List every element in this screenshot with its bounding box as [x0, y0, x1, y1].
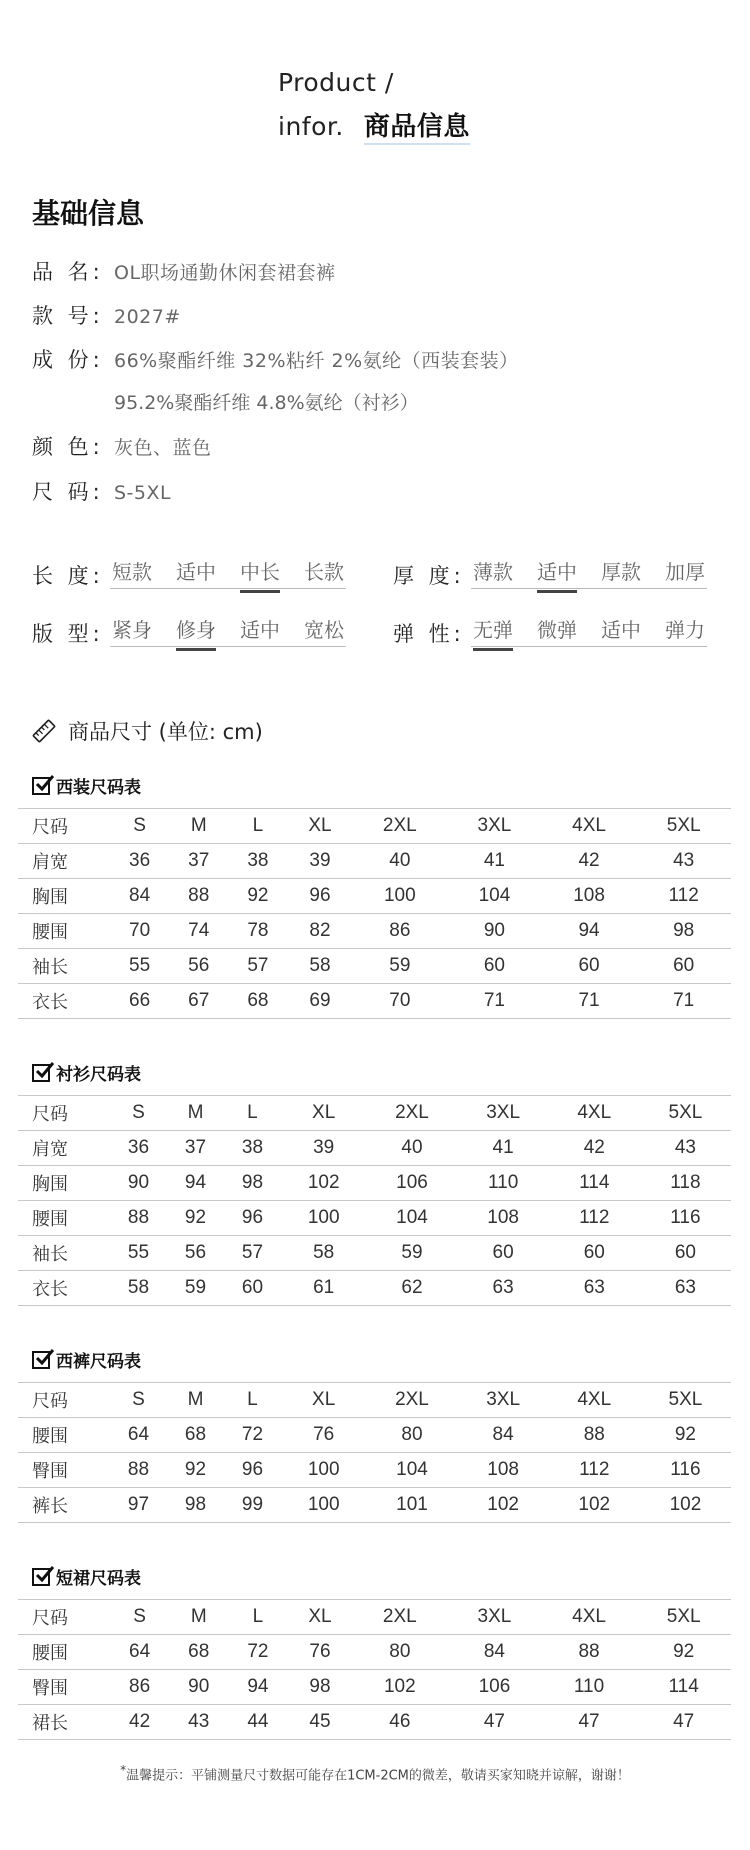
table-cell: M	[169, 1600, 228, 1635]
table-row	[18, 1131, 731, 1166]
table-cell: 97	[110, 1488, 167, 1523]
measurement-note	[0, 1763, 750, 1783]
table-cell: 98	[287, 1670, 352, 1705]
table-cell: S	[110, 809, 169, 844]
table-cell: 41	[458, 1131, 549, 1166]
row-label-cell: 裤长	[18, 1488, 110, 1523]
table-cell: 68	[228, 984, 287, 1019]
table-cell: XL	[281, 1383, 366, 1418]
table-cell: 71	[542, 984, 637, 1019]
table-cell: 5XL	[636, 809, 731, 844]
table-cell: 98	[167, 1488, 224, 1523]
table-cell: 58	[110, 1271, 167, 1306]
table-cell: 62	[366, 1271, 457, 1306]
table-cell: 4XL	[549, 1383, 640, 1418]
table-cell: 56	[169, 949, 228, 984]
table-cell: 61	[281, 1271, 366, 1306]
table-cell: 66	[110, 984, 169, 1019]
table-cell: 84	[458, 1418, 549, 1453]
info-code-value: 2027#	[114, 306, 181, 328]
table-cell: 102	[281, 1166, 366, 1201]
table-cell: 88	[110, 1453, 167, 1488]
table-cell: L	[228, 809, 287, 844]
table-cell: 102	[640, 1488, 731, 1523]
table-cell: 100	[281, 1488, 366, 1523]
attr-thickness-options	[471, 556, 707, 589]
table-cell: 108	[458, 1453, 549, 1488]
table-cell: 38	[224, 1131, 281, 1166]
row-label-cell: 尺码	[18, 809, 110, 844]
table-cell: 64	[110, 1635, 169, 1670]
table-cell: 88	[169, 879, 228, 914]
table-row	[18, 984, 731, 1019]
table-cell: 99	[224, 1488, 281, 1523]
table-cell: 86	[353, 914, 448, 949]
table-cell: 108	[458, 1201, 549, 1236]
table-cell: 104	[447, 879, 542, 914]
table-cell: 38	[228, 844, 287, 879]
table-cell: 92	[167, 1201, 224, 1236]
table-cell: 102	[458, 1488, 549, 1523]
table-cell: 116	[640, 1201, 731, 1236]
attr-thickness-label: 厚 度:	[393, 564, 465, 588]
table-cell: 55	[110, 1236, 167, 1271]
table-cell: 110	[542, 1670, 637, 1705]
pants-table-title-text: 西裤尺码表	[56, 1352, 141, 1372]
table-cell: 68	[167, 1418, 224, 1453]
table-cell: 58	[281, 1236, 366, 1271]
table-cell: 39	[287, 844, 352, 879]
row-label-cell: 衣长	[18, 984, 110, 1019]
table-cell: 40	[366, 1131, 457, 1166]
checkbox-icon	[32, 1568, 50, 1586]
table-cell: 94	[167, 1166, 224, 1201]
table-cell: 90	[447, 914, 542, 949]
table-cell: 46	[353, 1705, 448, 1740]
table-cell: 100	[353, 879, 448, 914]
suit-table-title-text: 西装尺码表	[56, 778, 141, 798]
pants-table-title	[32, 1347, 141, 1372]
attr-option: 紧身	[112, 618, 152, 642]
table-cell: 47	[636, 1705, 731, 1740]
table-cell: 68	[169, 1635, 228, 1670]
table-cell: 57	[224, 1236, 281, 1271]
attr-option: 短款	[112, 560, 152, 584]
attr-option: 适中	[601, 618, 641, 642]
table-cell: 76	[281, 1418, 366, 1453]
info-color	[32, 431, 212, 461]
table-cell: 112	[549, 1453, 640, 1488]
table-cell: M	[167, 1096, 224, 1131]
table-cell: 37	[167, 1131, 224, 1166]
table-row	[18, 949, 731, 984]
shirt-table-title	[32, 1060, 141, 1085]
table-cell: 60	[640, 1236, 731, 1271]
table-cell: 74	[169, 914, 228, 949]
table-cell: 98	[636, 914, 731, 949]
table-cell: 63	[640, 1271, 731, 1306]
size-section-heading	[32, 716, 263, 746]
attr-fit-options	[110, 614, 346, 647]
skirt-size-table	[18, 1599, 731, 1740]
table-cell: 114	[549, 1166, 640, 1201]
pants-size-table	[18, 1382, 731, 1523]
table-cell: 3XL	[447, 809, 542, 844]
table-cell: 42	[542, 844, 637, 879]
attr-option: 加厚	[665, 560, 705, 584]
table-cell: L	[224, 1096, 281, 1131]
info-name-value: OL职场通勤休闲套裙套裤	[114, 262, 336, 284]
table-cell: 78	[228, 914, 287, 949]
attr-option: 无弹	[471, 614, 515, 646]
table-cell: 55	[110, 949, 169, 984]
table-cell: 92	[636, 1635, 731, 1670]
info-comp-value1: 66%聚酯纤维 32%粘纤 2%氨纶（西装套装）	[114, 350, 519, 372]
attr-option: 适中	[535, 556, 579, 588]
table-cell: 96	[287, 879, 352, 914]
info-code	[32, 300, 181, 330]
table-cell: 80	[353, 1635, 448, 1670]
table-cell: 110	[458, 1166, 549, 1201]
table-cell: 76	[287, 1635, 352, 1670]
table-cell: 96	[224, 1453, 281, 1488]
table-cell: 104	[366, 1201, 457, 1236]
row-label-cell: 裙长	[18, 1705, 110, 1740]
skirt-table-title-text: 短裙尺码表	[56, 1569, 141, 1589]
table-cell: 43	[636, 844, 731, 879]
table-cell: 82	[287, 914, 352, 949]
table-cell: 56	[167, 1236, 224, 1271]
table-cell: 80	[366, 1418, 457, 1453]
shirt-table-title-text: 衬衫尺码表	[56, 1065, 141, 1085]
table-cell: 36	[110, 844, 169, 879]
table-cell: 90	[110, 1166, 167, 1201]
attr-elastic-options	[471, 614, 707, 647]
row-label-cell: 袖长	[18, 949, 110, 984]
skirt-table-title	[32, 1564, 141, 1589]
table-cell: 94	[542, 914, 637, 949]
table-cell: XL	[287, 809, 352, 844]
table-cell: 2XL	[366, 1096, 457, 1131]
table-cell: 92	[640, 1418, 731, 1453]
table-cell: 70	[110, 914, 169, 949]
attr-elastic-label: 弹 性:	[393, 622, 465, 646]
attr-option: 弹力	[665, 618, 705, 642]
info-size	[32, 476, 171, 506]
table-row	[18, 1166, 731, 1201]
table-cell: L	[224, 1383, 281, 1418]
info-composition	[32, 344, 519, 374]
table-row	[18, 1236, 731, 1271]
row-label-cell: 腰围	[18, 914, 110, 949]
table-row	[18, 1201, 731, 1236]
table-row	[18, 914, 731, 949]
table-cell: 39	[281, 1131, 366, 1166]
table-cell: 2XL	[366, 1383, 457, 1418]
attr-option: 中长	[238, 556, 282, 588]
attr-length	[32, 556, 352, 590]
table-header-row	[18, 1383, 731, 1418]
info-name-label: 品 名:	[32, 260, 104, 284]
table-cell: 106	[366, 1166, 457, 1201]
table-cell: 45	[287, 1705, 352, 1740]
checkbox-icon	[32, 1351, 50, 1369]
info-comp-label: 成 份:	[32, 348, 104, 372]
table-cell: S	[110, 1600, 169, 1635]
info-color-value: 灰色、蓝色	[114, 437, 212, 459]
row-label-cell: 腰围	[18, 1418, 110, 1453]
info-composition-2	[32, 388, 419, 415]
table-cell: 44	[228, 1705, 287, 1740]
table-header-row	[18, 1600, 731, 1635]
table-cell: 94	[228, 1670, 287, 1705]
table-cell: 92	[167, 1453, 224, 1488]
table-row	[18, 1670, 731, 1705]
table-cell: 118	[640, 1166, 731, 1201]
table-cell: 101	[366, 1488, 457, 1523]
table-cell: 60	[458, 1236, 549, 1271]
suit-table-title	[32, 773, 141, 798]
table-cell: 5XL	[640, 1096, 731, 1131]
table-row	[18, 1705, 731, 1740]
size-section-title: 商品尺寸 (单位: cm)	[68, 720, 263, 744]
table-cell: M	[169, 809, 228, 844]
table-cell: 102	[353, 1670, 448, 1705]
table-cell: 60	[224, 1271, 281, 1306]
table-cell: 59	[167, 1271, 224, 1306]
table-cell: S	[110, 1383, 167, 1418]
table-cell: 70	[353, 984, 448, 1019]
table-cell: 2XL	[353, 1600, 448, 1635]
table-cell: 96	[224, 1201, 281, 1236]
table-cell: 59	[366, 1236, 457, 1271]
table-cell: 2XL	[353, 809, 448, 844]
table-cell: 3XL	[458, 1383, 549, 1418]
table-cell: 98	[224, 1166, 281, 1201]
table-cell: 84	[110, 879, 169, 914]
attr-thickness	[393, 556, 713, 590]
table-cell: 43	[169, 1705, 228, 1740]
table-cell: 88	[549, 1418, 640, 1453]
table-cell: 47	[542, 1705, 637, 1740]
table-cell: 41	[447, 844, 542, 879]
row-label-cell: 腰围	[18, 1201, 110, 1236]
table-cell: 4XL	[542, 809, 637, 844]
table-cell: 63	[458, 1271, 549, 1306]
table-cell: 71	[636, 984, 731, 1019]
table-cell: 88	[542, 1635, 637, 1670]
table-row	[18, 844, 731, 879]
table-cell: XL	[287, 1600, 352, 1635]
attr-length-options	[110, 556, 346, 589]
table-cell: 37	[169, 844, 228, 879]
attr-option: 适中	[240, 618, 280, 642]
table-cell: 100	[281, 1201, 366, 1236]
basic-info-title: 基础信息	[32, 197, 145, 230]
table-cell: 4XL	[549, 1096, 640, 1131]
table-cell: 60	[447, 949, 542, 984]
row-label-cell: 尺码	[18, 1383, 110, 1418]
suit-size-table	[18, 808, 731, 1019]
shirt-size-table	[18, 1095, 731, 1306]
table-row	[18, 1453, 731, 1488]
info-code-label: 款 号:	[32, 304, 104, 328]
table-cell: 58	[287, 949, 352, 984]
table-cell: 90	[169, 1670, 228, 1705]
table-cell: 84	[447, 1635, 542, 1670]
header-line2	[278, 106, 470, 143]
row-label-cell: 臀围	[18, 1453, 110, 1488]
table-cell: 42	[110, 1705, 169, 1740]
attr-option: 厚款	[601, 560, 641, 584]
table-row	[18, 1271, 731, 1306]
row-label-cell: 腰围	[18, 1635, 110, 1670]
checkbox-icon	[32, 1064, 50, 1082]
table-cell: 102	[549, 1488, 640, 1523]
table-cell: 4XL	[542, 1600, 637, 1635]
info-color-label: 颜 色:	[32, 435, 104, 459]
table-cell: 5XL	[640, 1383, 731, 1418]
header-en: infor.	[278, 112, 344, 141]
table-cell: 72	[228, 1635, 287, 1670]
attr-option: 薄款	[473, 560, 513, 584]
attr-fit-label: 版 型:	[32, 622, 104, 646]
table-cell: 72	[224, 1418, 281, 1453]
table-cell: 114	[636, 1670, 731, 1705]
row-label-cell: 肩宽	[18, 844, 110, 879]
table-cell: XL	[281, 1096, 366, 1131]
table-cell: 3XL	[458, 1096, 549, 1131]
row-label-cell: 胸围	[18, 879, 110, 914]
row-label-cell: 尺码	[18, 1600, 110, 1635]
row-label-cell: 尺码	[18, 1096, 110, 1131]
table-row	[18, 879, 731, 914]
note-text: 温馨提示：平铺测量尺寸数据可能存在1CM-2CM的微差，敬请买家知晓并谅解，谢谢！	[126, 1768, 630, 1784]
attr-option: 长款	[304, 560, 344, 584]
attr-option: 微弹	[537, 618, 577, 642]
table-cell: L	[228, 1600, 287, 1635]
header-cn: 商品信息	[364, 112, 470, 145]
table-cell: M	[167, 1383, 224, 1418]
table-cell: 60	[549, 1236, 640, 1271]
table-cell: 59	[353, 949, 448, 984]
table-cell: 57	[228, 949, 287, 984]
info-size-label: 尺 码:	[32, 480, 104, 504]
info-comp-value2: 95.2%聚酯纤维 4.8%氨纶（衬衫）	[114, 392, 419, 414]
table-cell: 108	[542, 879, 637, 914]
table-cell: 88	[110, 1201, 167, 1236]
table-cell: 63	[549, 1271, 640, 1306]
row-label-cell: 臀围	[18, 1670, 110, 1705]
table-cell: S	[110, 1096, 167, 1131]
table-cell: 60	[542, 949, 637, 984]
table-cell: 5XL	[636, 1600, 731, 1635]
table-cell: 67	[169, 984, 228, 1019]
attr-length-label: 长 度:	[32, 564, 104, 588]
row-label-cell: 胸围	[18, 1166, 110, 1201]
table-cell: 112	[636, 879, 731, 914]
table-cell: 104	[366, 1453, 457, 1488]
table-cell: 64	[110, 1418, 167, 1453]
row-label-cell: 袖长	[18, 1236, 110, 1271]
info-name	[32, 256, 336, 286]
table-cell: 43	[640, 1131, 731, 1166]
table-cell: 112	[549, 1201, 640, 1236]
header-line1: Product /	[278, 68, 394, 97]
note-star: *	[120, 1763, 127, 1777]
table-row	[18, 1488, 731, 1523]
table-header-row	[18, 1096, 731, 1131]
table-cell: 47	[447, 1705, 542, 1740]
ruler-icon	[32, 719, 56, 743]
table-cell: 69	[287, 984, 352, 1019]
table-cell: 92	[228, 879, 287, 914]
table-cell: 36	[110, 1131, 167, 1166]
row-label-cell: 衣长	[18, 1271, 110, 1306]
checkbox-icon	[32, 777, 50, 795]
attr-option: 宽松	[304, 618, 344, 642]
table-cell: 116	[640, 1453, 731, 1488]
table-row	[18, 1418, 731, 1453]
product-info-header	[278, 68, 470, 143]
table-cell: 3XL	[447, 1600, 542, 1635]
table-cell: 86	[110, 1670, 169, 1705]
attr-option: 适中	[176, 560, 216, 584]
info-size-value: S-5XL	[114, 482, 172, 504]
table-cell: 42	[549, 1131, 640, 1166]
row-label-cell: 肩宽	[18, 1131, 110, 1166]
table-row	[18, 1635, 731, 1670]
table-header-row	[18, 809, 731, 844]
table-cell: 100	[281, 1453, 366, 1488]
attr-elastic	[393, 614, 713, 648]
attr-option: 修身	[174, 614, 218, 646]
table-cell: 40	[353, 844, 448, 879]
table-cell: 71	[447, 984, 542, 1019]
table-cell: 60	[636, 949, 731, 984]
attr-fit	[32, 614, 352, 648]
table-cell: 106	[447, 1670, 542, 1705]
